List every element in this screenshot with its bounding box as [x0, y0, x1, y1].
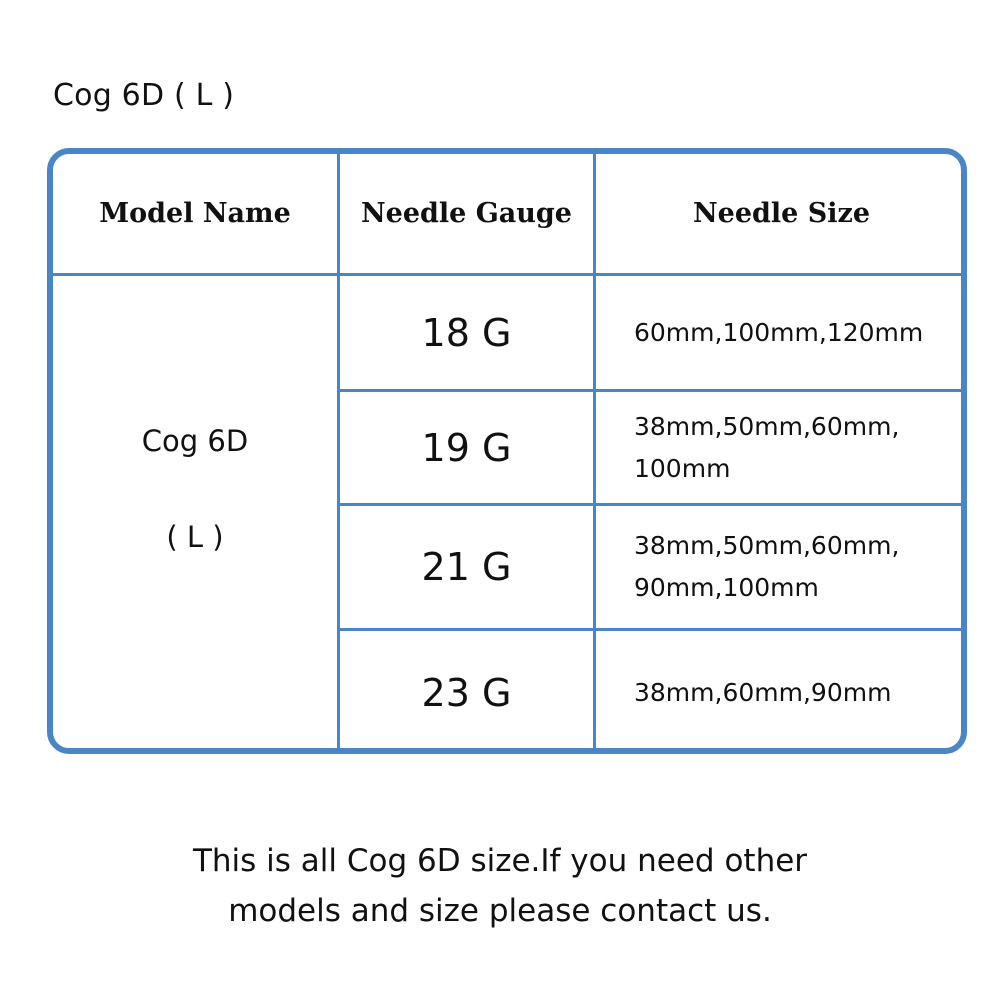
header-needle-gauge: [340, 154, 593, 273]
table-row-gauge: [340, 392, 593, 503]
table-row-gauge: [340, 506, 593, 628]
table-row-gauge: [340, 631, 593, 754]
header-needle-gauge-label: Needle Gauge: [361, 198, 572, 229]
footer-line-2: models and size please contact us.: [228, 893, 772, 929]
size-value-line1: 38mm,60mm,90mm: [634, 677, 892, 707]
table-row-size: [596, 276, 967, 389]
needle-size-table: [47, 148, 967, 754]
gauge-value: 23 G: [421, 670, 512, 715]
table-row-size: [596, 631, 967, 754]
size-value-line2: 90mm,100mm: [634, 573, 819, 602]
table-row-size: [596, 392, 967, 503]
model-name-cell: [53, 276, 337, 754]
size-value-line2: 100mm: [634, 453, 731, 483]
header-needle-size: [596, 154, 967, 273]
size-value-line1: 38mm,50mm,60mm,: [634, 531, 900, 560]
footer-note: [0, 836, 1000, 936]
gauge-value: 21 G: [421, 545, 512, 589]
size-value-line1: 38mm,50mm,60mm,: [634, 411, 900, 441]
footer-line-1: This is all Cog 6D size.If you need other: [192, 843, 808, 879]
page-title: Cog 6D ( L ): [53, 78, 235, 113]
header-model-name-label: Model Name: [99, 198, 291, 229]
gauge-value: 18 G: [421, 310, 512, 355]
table-row-size: [596, 506, 967, 628]
model-variant: ( L ): [166, 520, 224, 554]
gauge-value: 19 G: [421, 425, 512, 470]
table-row-gauge: [340, 276, 593, 389]
header-model-name: [53, 154, 337, 273]
model-name: Cog 6D: [141, 424, 249, 458]
header-needle-size-label: Needle Size: [692, 198, 871, 229]
size-value-line1: 60mm,100mm,120mm: [634, 317, 924, 347]
